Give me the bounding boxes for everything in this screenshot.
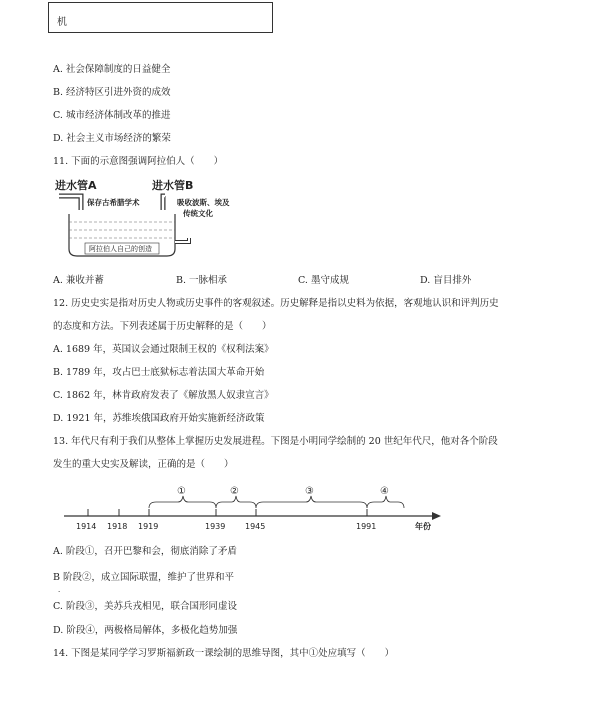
q11-stem: 11. 下面的示意图强调阿拉伯人（ ） xyxy=(53,156,224,167)
year-1918: 1918 xyxy=(107,522,128,531)
q12-stem-1: 12. 历史史实是指对历史人物或历史事件的客观叙述。历史解释是指以史料为依据，客观地认识和评判历史 xyxy=(53,298,499,309)
q13-option-b: B 阶段②，成立国际联盟，维护了世界和平 xyxy=(53,572,235,583)
q12-option-c: C. 1862 年，林肯政府发表了《解放黑人奴隶宣言》 xyxy=(53,390,274,401)
pipe-a-caption: 保存古希腊学术 xyxy=(87,198,140,207)
timeline-diagram xyxy=(60,482,460,534)
q13-option-d: D. 阶段④，两极格局解体，多极化趋势加强 xyxy=(53,625,238,636)
q11-option-a: A. 兼收并蓄 xyxy=(53,275,104,286)
q11-option-b: B. 一脉相承 xyxy=(176,275,228,286)
q11-option-c: C. 墨守成规 xyxy=(298,275,349,286)
stray-dot: . xyxy=(58,586,61,594)
q12-stem-2: 的态度和方法。下列表述属于历史解释的是（ ） xyxy=(53,321,272,332)
q12-option-d: D. 1921 年，苏维埃俄国政府开始实施新经济政策 xyxy=(53,413,265,424)
stage-4-label: ④ xyxy=(380,486,389,497)
stage-1-label: ① xyxy=(177,486,186,497)
q13-option-a: A. 阶段①，召开巴黎和会，彻底消除了矛盾 xyxy=(53,546,237,557)
q11-option-d: D. 盲目排外 xyxy=(420,275,472,286)
pipe-b-caption-2: 传统文化 xyxy=(183,209,213,218)
stage-2-label: ② xyxy=(230,486,239,497)
answer-box-text: 机 xyxy=(57,17,67,28)
year-1914: 1914 xyxy=(76,522,97,531)
q10-option-c: C. 城市经济体制改革的推进 xyxy=(53,110,171,121)
q13-option-c: C. 阶段③，美苏兵戎相见，联合国形同虚设 xyxy=(53,601,237,612)
year-1939: 1939 xyxy=(205,522,226,531)
pipe-b-label: 进水管B xyxy=(152,179,194,192)
stage-3-label: ③ xyxy=(305,486,314,497)
axis-label: 年份 xyxy=(415,522,431,531)
year-1991: 1991 xyxy=(356,522,377,531)
q14-stem: 14. 下图是某同学学习罗斯福新政一课绘制的思维导图，其中①处应填写（ ） xyxy=(53,648,395,659)
year-1945: 1945 xyxy=(245,522,266,531)
pipe-b-caption-1: 吸收波斯、埃及 xyxy=(177,198,230,207)
q12-option-b: B. 1789 年，攻占巴士底狱标志着法国大革命开始 xyxy=(53,367,265,378)
q13-stem-1: 13. 年代尺有利于我们从整体上掌握历史发展进程。下图是小明同学绘制的 20 世纪年代尺，他对各个阶段 xyxy=(53,436,498,447)
q10-option-b: B. 经济特区引进外资的成效 xyxy=(53,87,171,98)
q12-option-a: A. 1689 年，英国议会通过限制王权的《权利法案》 xyxy=(53,344,274,355)
pipe-a-label: 进水管A xyxy=(55,179,97,192)
q10-option-a: A. 社会保障制度的日益健全 xyxy=(53,64,171,75)
arab-culture-diagram xyxy=(55,174,260,264)
q10-option-d: D. 社会主义市场经济的繁荣 xyxy=(53,133,171,144)
q13-stem-2: 发生的重大史实及解读，正确的是（ ） xyxy=(53,459,234,470)
tank-label: 阿拉伯人自己的创造 xyxy=(89,245,152,253)
year-1919: 1919 xyxy=(138,522,159,531)
answer-box xyxy=(48,2,273,33)
